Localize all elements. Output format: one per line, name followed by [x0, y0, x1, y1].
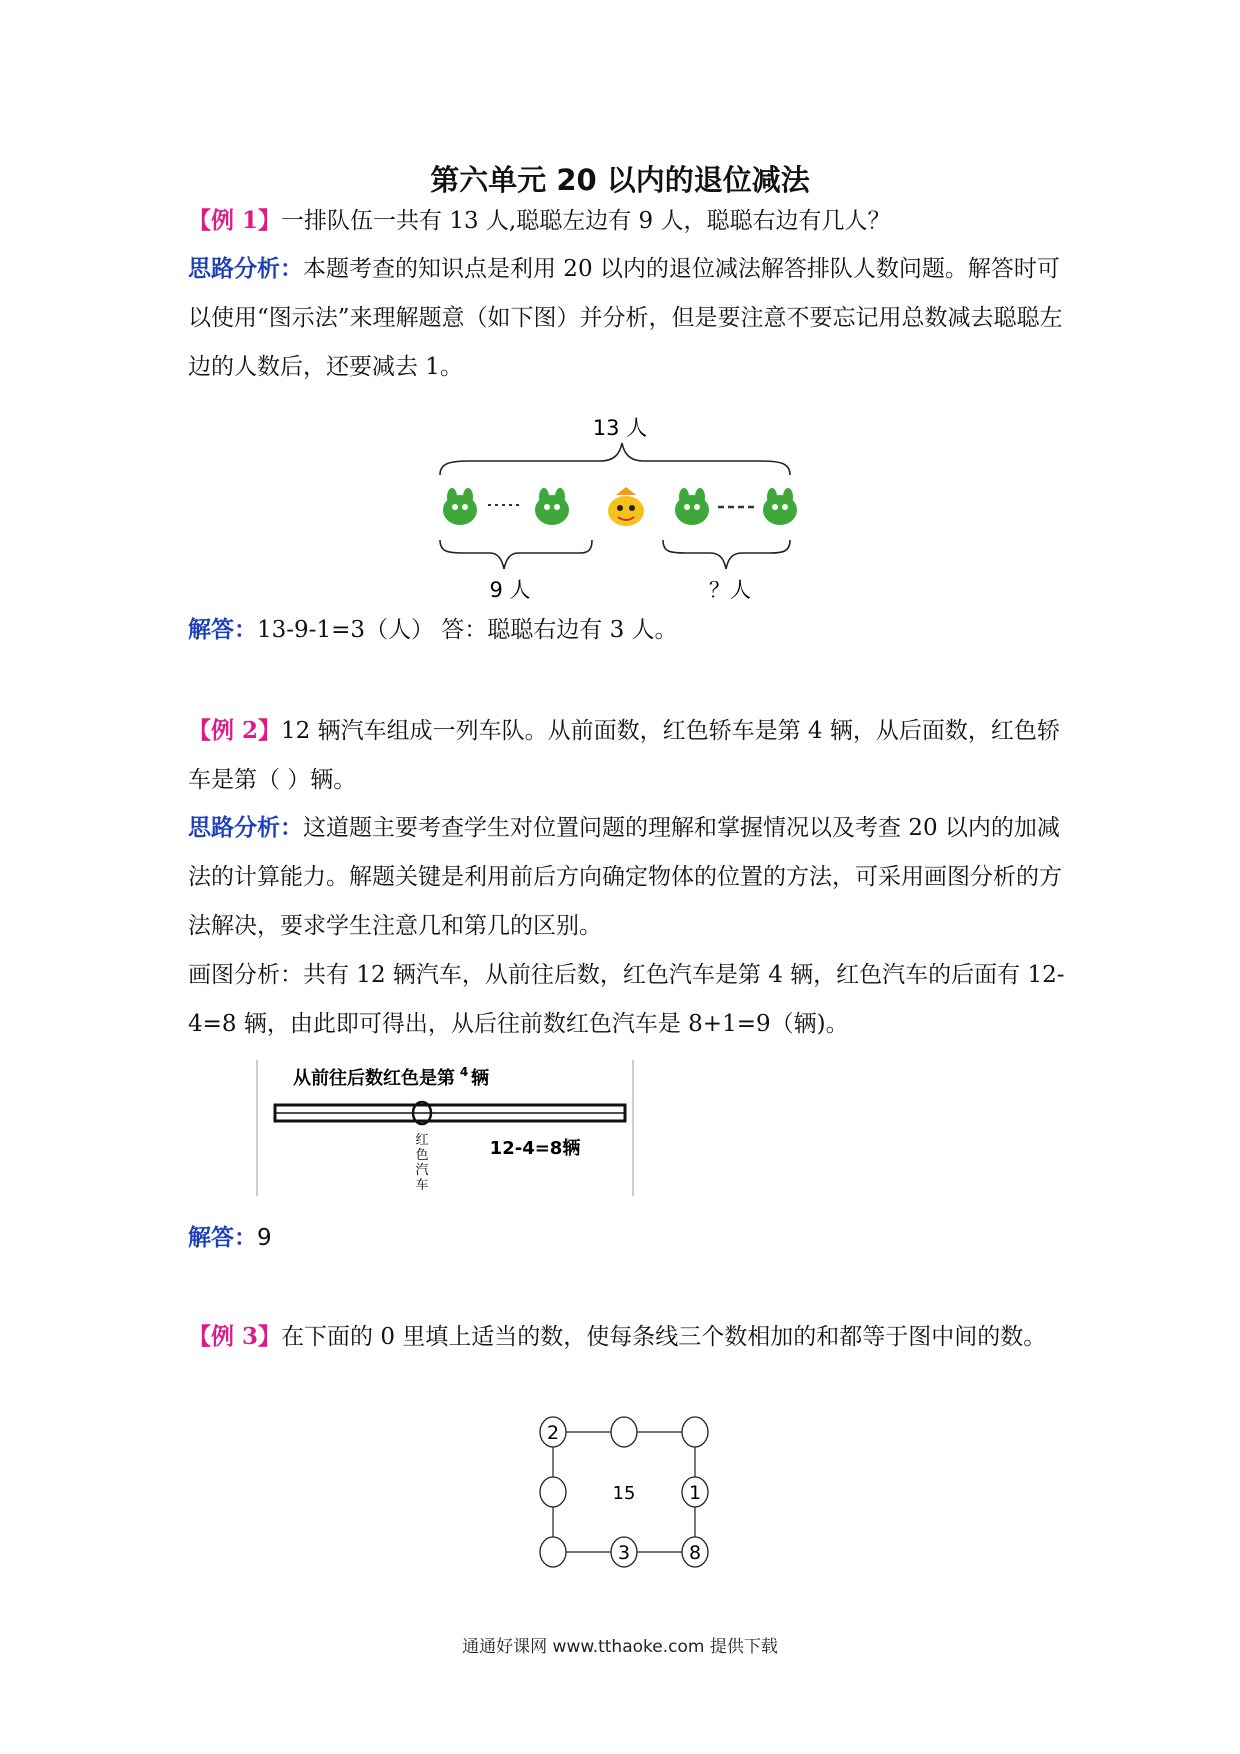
- example1-tag: 【例 1】: [188, 207, 282, 234]
- example1-question-text: 一排队伍一共有 13 人,聪聪左边有 9 人，聪聪右边有几人？: [281, 208, 891, 234]
- value-bottom-mid: 3: [617, 1542, 631, 1564]
- right-brace: [663, 540, 790, 569]
- example1-queue-diagram: [430, 405, 830, 605]
- value-bottom-right: 8: [688, 1542, 702, 1564]
- example2-line-diagram: [255, 1060, 635, 1196]
- value-top-left: 2: [546, 1422, 560, 1444]
- left-brace: [440, 540, 592, 569]
- circle-left-mid[interactable]: [540, 1477, 566, 1507]
- example2-tag: 【例 2】: [188, 717, 282, 744]
- remaining-count-label: 12-4=8辆: [489, 1138, 581, 1159]
- example2-answer-text: 9: [257, 1225, 272, 1251]
- example2-question-text: 12 辆汽车组成一列车队。从前面数，红色轿车是第 4 辆，从后面数，红色轿车是第（ ）辆。: [188, 718, 1060, 793]
- page-title: 第六单元 20 以内的退位减法: [430, 163, 810, 197]
- example2-drawing-analysis: 画图分析：共有 12 辆汽车，从前往后数，红色汽车是第 4 辆，红色汽车的后面有 12-4=8 辆，由此即可得出，从后往前数红色汽车是 8+1=9（辆)。: [188, 962, 1065, 1037]
- example1-answer-text: 13-9-1=3（人） 答：聪聪右边有 3 人。: [257, 617, 678, 643]
- direction-unit: 辆: [471, 1068, 489, 1089]
- example1-answer-label: 解答：: [188, 617, 257, 643]
- left-count-label: 9 人: [489, 578, 531, 602]
- circle-top-right[interactable]: [682, 1417, 708, 1447]
- example2-answer-label: 解答：: [188, 1225, 257, 1251]
- example3-question: [188, 1312, 1068, 1362]
- example3-tag: 【例 3】: [188, 1323, 282, 1350]
- frog-icon: [443, 488, 477, 525]
- page-footer: 通通好课网 www.tthaoke.com 提供下载: [462, 1637, 778, 1657]
- example3-question-text: 在下面的 0 里填上适当的数，使每条线三个数相加的和都等于图中间的数。: [281, 1324, 1047, 1350]
- frog-icon: [535, 488, 569, 525]
- value-right-mid: 1: [688, 1482, 702, 1504]
- example1-analysis-label: 思路分析：: [188, 256, 303, 282]
- example1-analysis: [188, 245, 1068, 392]
- example1-analysis-text: 本题考查的知识点是利用 20 以内的退位减法解答排队人数问题。解答时可以使用“图示法”来理解题意（如下图）并分析，但是要注意不要忘记用总数减去聪聪左边的人数后，还要减去 1。: [188, 256, 1063, 380]
- car-label: [415, 1133, 428, 1193]
- circle-top-mid[interactable]: [611, 1417, 637, 1447]
- congcong-icon: [608, 487, 644, 526]
- circle-bottom-left[interactable]: [540, 1537, 566, 1567]
- svg-text:红色汽车: 红色汽车: [415, 1133, 429, 1193]
- example2-analysis-text: 这道题主要考查学生对位置问题的理解和掌握情况以及考查 20 以内的加减法的计算能力。解题关键是利用前后方向确定物体的位置的方法，可采用画图分析的方法解决，要求学生注意几和第几的区别。: [188, 815, 1062, 939]
- right-count-label: ？人: [709, 578, 751, 602]
- example2-analysis: [188, 804, 1068, 951]
- total-label: 13 人: [592, 416, 648, 440]
- frog-icon: [675, 488, 709, 525]
- example2-question: [188, 706, 1068, 805]
- total-brace: [440, 443, 790, 475]
- direction-label: 从前往后数红色是第: [293, 1068, 455, 1089]
- example1-question: [188, 196, 1068, 246]
- direction-number: 4: [459, 1065, 469, 1079]
- center-number: 15: [612, 1483, 636, 1504]
- example2-analysis-label: 思路分析：: [188, 815, 303, 841]
- example3-number-square: [530, 1412, 730, 1572]
- example1-answer: [188, 606, 1068, 655]
- frog-icon: [763, 488, 797, 525]
- example2-answer: [188, 1214, 1068, 1263]
